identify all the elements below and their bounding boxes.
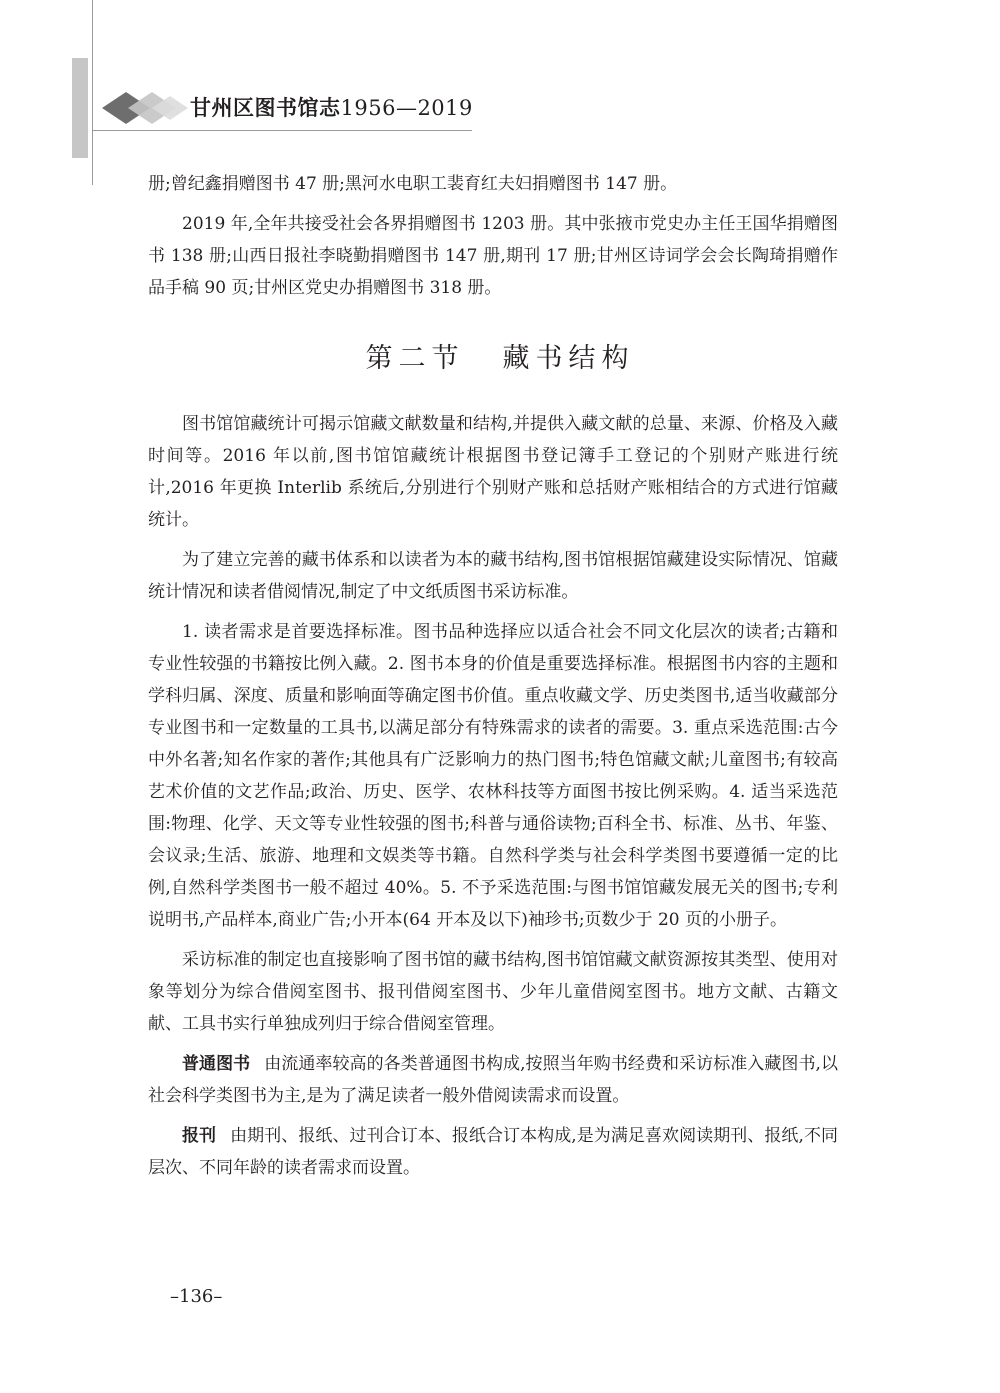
header-rule [92,130,472,131]
runin-text: 由期刊、报纸、过刊合订本、报纸合订本构成,是为满足喜欢阅读期刊、报纸,不同层次、不同年龄的读者需求而设置。 [148,1126,839,1178]
side-tab-bar [72,58,88,158]
continued-text-block [148,168,838,304]
paragraph: 图书馆馆藏统计可揭示馆藏文献数量和结构,并提供入藏文献的总量、来源、价格及入藏时间等。2016 年以前,图书馆馆藏统计根据图书登记簿手工登记的个别财产账进行统计,2016 年更换 Interlib 系统后,分别进行个别财产账和总括财产账相结合的方式进行馆藏统计。 [148,414,838,530]
section-heading [0,336,1000,375]
paragraph: 采访标准的制定也直接影响了图书馆的藏书结构,图书馆馆藏文献资源按其类型、使用对象等划分为综合借阅室图书、报刊借阅室图书、少年儿童借阅室图书。地方文献、古籍文献、工具书实行单独成列归于综合借阅室管理。 [148,950,838,1034]
page-number: –136– [170,1286,223,1307]
paragraph: 1. 读者需求是首要选择标准。图书品种选择应以适合社会不同文化层次的读者;古籍和专业性较强的书籍按比例入藏。2. 图书本身的价值是重要选择标准。根据图书内容的主题和学科归属、深度、质量和影响面等确定图书价值。重点收藏文学、历史类图书,适当收藏部分专业图书和一定数量的工具书,以满足部分有特殊需求的读者的需要。3. 重点采选范围:古今中外名著;知名作家的著作;其他具有广泛影响力的热门图书;特色馆藏文献;儿童图书;有较高艺术价值的文艺作品;政治、历史、医学、农林科技等方面图书按比例采购。4. 适当采选范围:物理、化学、天文等专业性较强的图书;科普与通俗读物;百科全书、标准、丛书、年鉴、会议录;生活、旅游、地理和文娱类等书籍。自然科学类与社会科学类图书要遵循一定的比例,自然科学类图书一般不超过 40%。5. 不予采选范围:与图书馆馆藏发展无关的图书;专利说明书,产品样本,商业广告;小开本(64 开本及以下)袖珍书;页数少于 20 页的小册子。 [148,622,838,930]
paragraph: 册;曾纪鑫捐赠图书 47 册;黑河水电职工裴育红夫妇捐赠图书 147 册。 [148,174,678,194]
book-years: 1956—2019 [340,96,473,120]
book-title: 甘州区图书馆志 [190,95,341,120]
running-head [190,92,473,122]
paragraph: 为了建立完善的藏书体系和以读者为本的藏书结构,图书馆根据馆藏建设实际情况、馆藏统计情况和读者借阅情况,制定了中文纸质图书采访标准。 [148,550,838,602]
runin-text: 由流通率较高的各类普通图书构成,按照当年购书经费和采访标准入藏图书,以社会科学类图书为主,是为了满足读者一般外借阅读需求而设置。 [148,1054,838,1106]
paragraph-general-books [148,1048,838,1112]
section-title: 藏书结构 [502,343,635,374]
margin-vertical-rule [92,0,93,185]
paragraph-periodicals [148,1120,838,1184]
paragraph: 2019 年,全年共接受社会各界捐赠图书 1203 册。其中张掖市党史办主任王国华捐赠图书 138 册;山西日报社李晓勤捐赠图书 147 册,期刊 17 册;甘州区诗词学会会长陶琦捐赠作品手稿 90 页;甘州区党史办捐赠图书 318 册。 [148,214,838,298]
runin-term: 报刊 [182,1126,217,1146]
diamond-ornament-icon [100,90,192,126]
section-body [148,408,838,1184]
runin-term: 普通图书 [182,1054,251,1074]
section-number: 第二节 [365,343,465,374]
